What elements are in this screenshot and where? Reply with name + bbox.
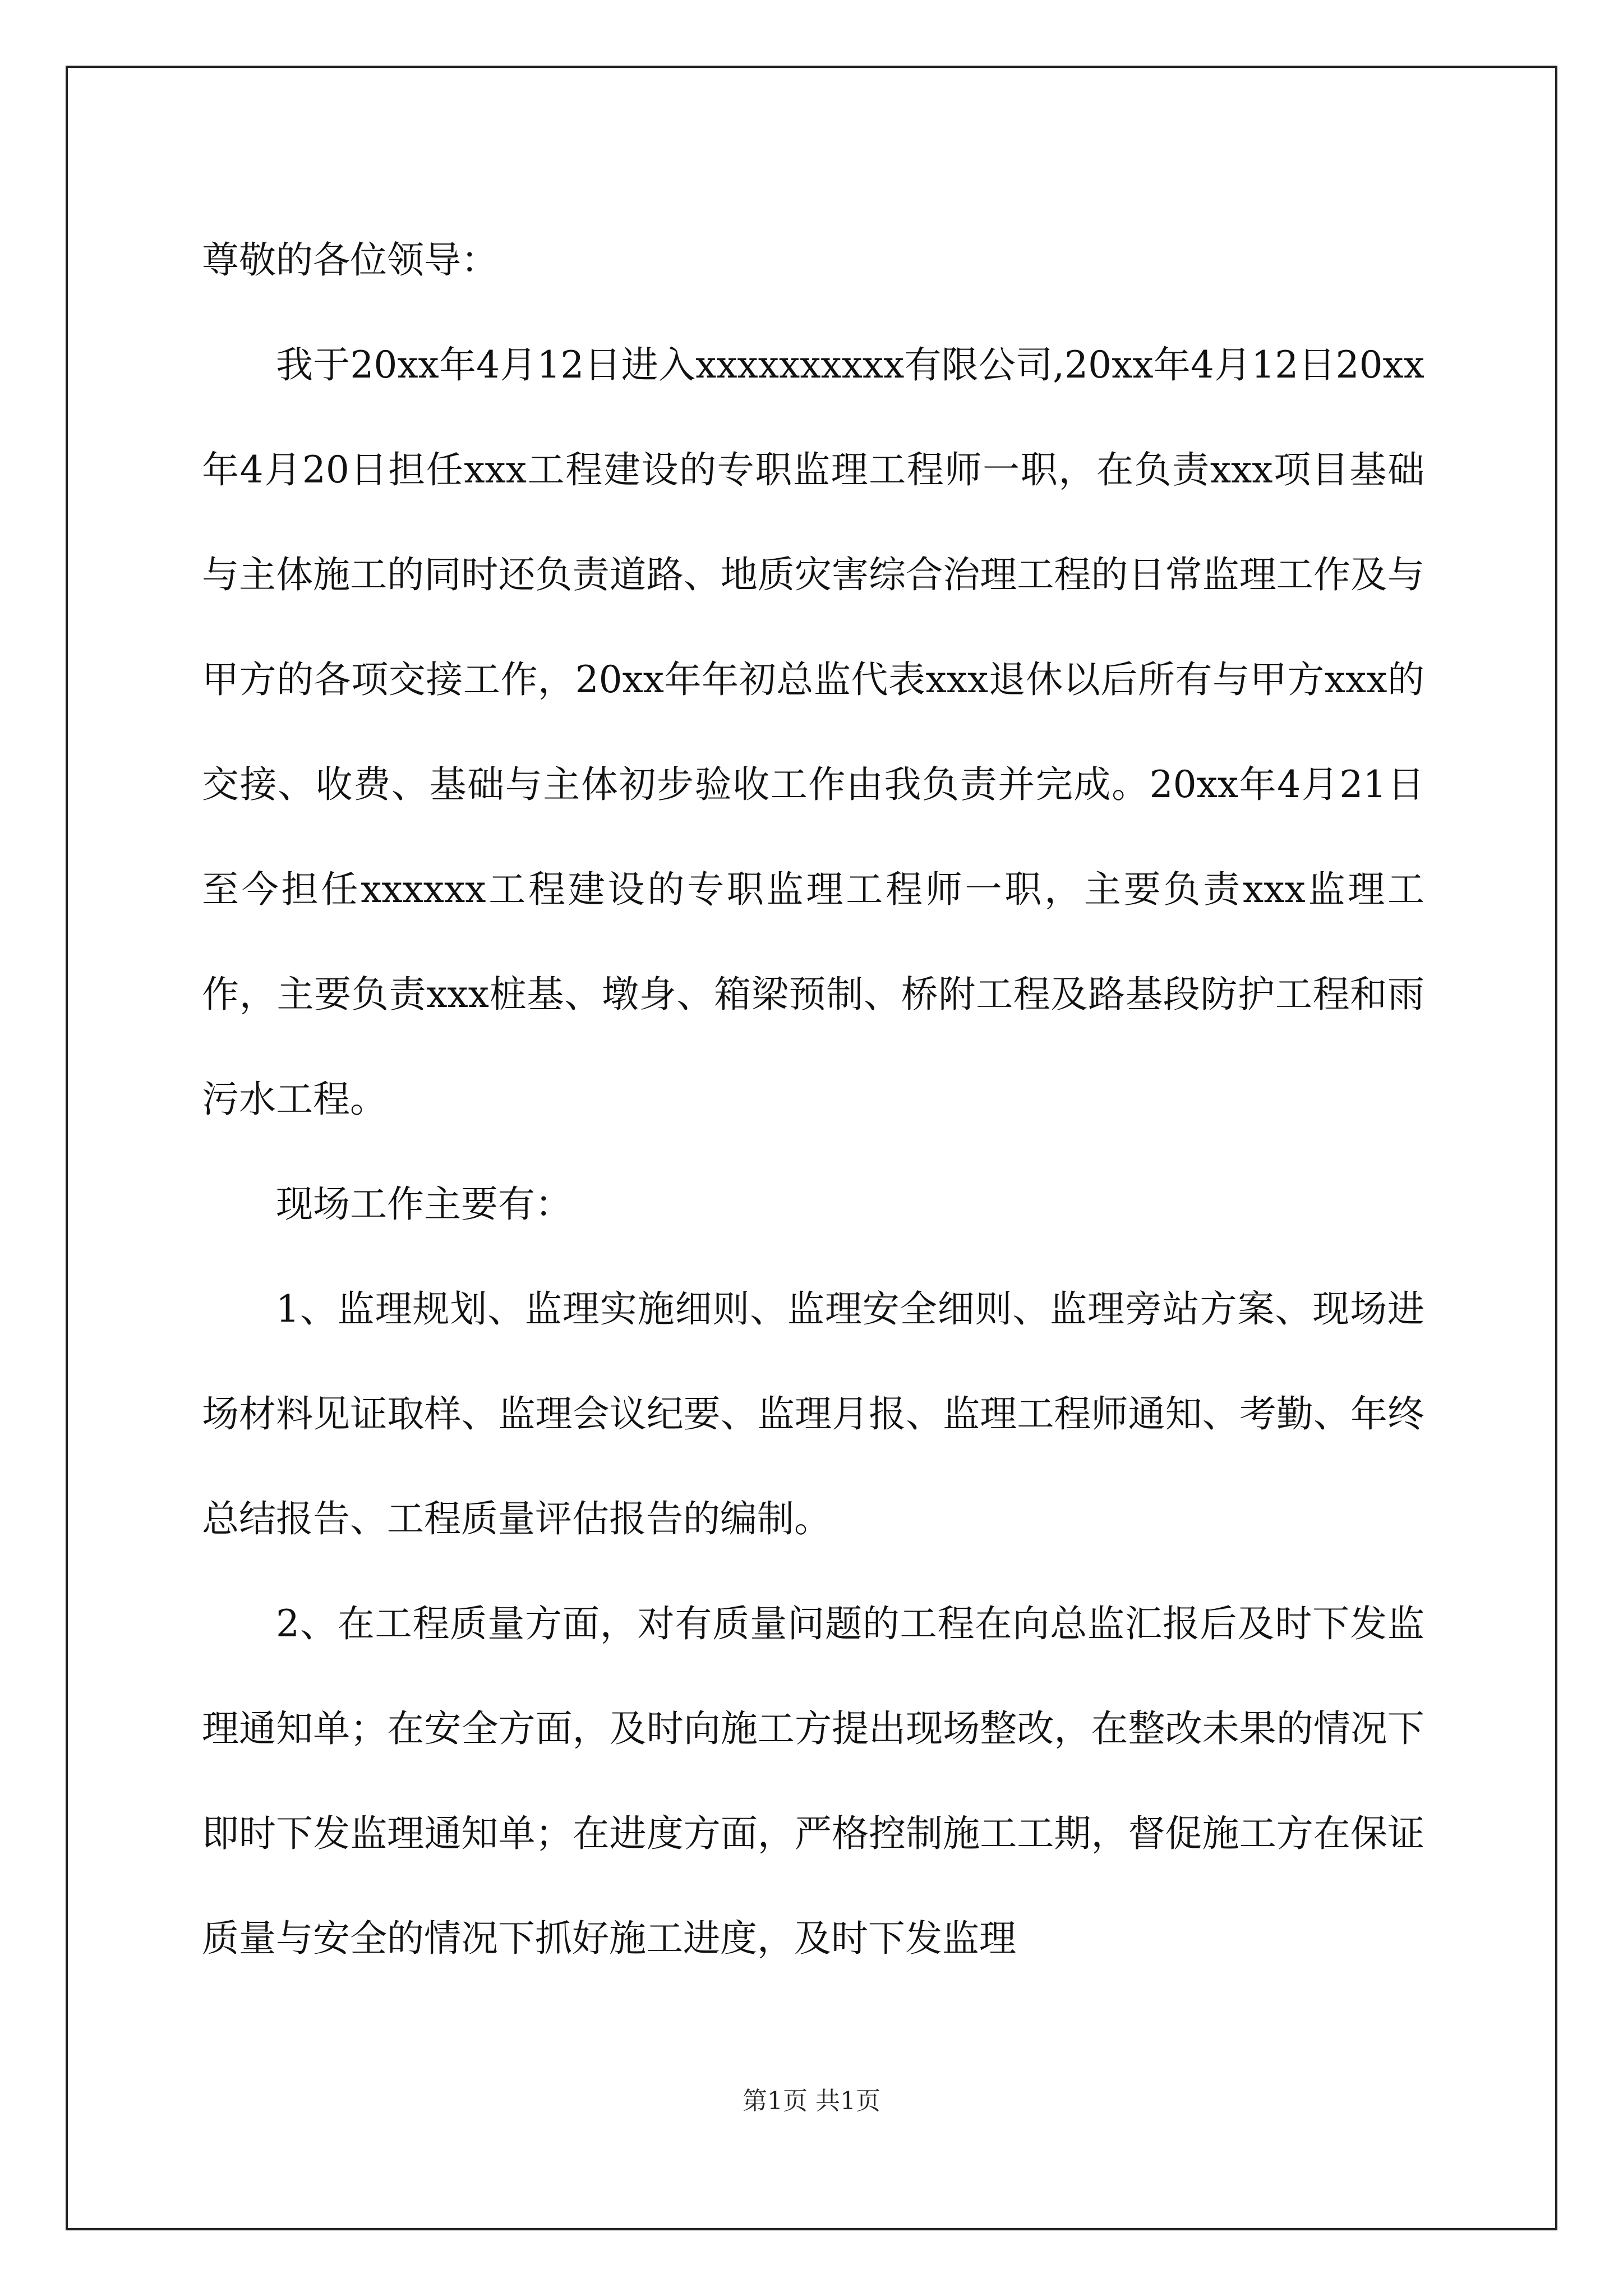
paragraph-item-2: 2、在工程质量方面，对有质量问题的工程在向总监汇报后及时下发监理通知单；在安全方面，及时向施工方提出现场整改，在整改未果的情况下即时下发监理通知单；在进度方面，严格控制施工工期，督促施工方在保证质量与安全的情况下抓好施工进度，及时下发监理 — [202, 1602, 1424, 1960]
paragraph-item-1: 1、监理规划、监理实施细则、监理安全细则、监理旁站方案、现场进场材料见证取样、监理会议纪要、监理月报、监理工程师通知、考勤、年终总结报告、工程质量评估报告的编制。 — [202, 1287, 1424, 1540]
salutation: 尊敬的各位领导： — [202, 238, 498, 282]
document-body — [202, 208, 1424, 1991]
paragraph-work-history: 我于20xx年4月12日进入xxxxxxxxxx有限公司,20xx年4月12日20xx年4月20日担任xxx工程建设的专职监理工程师一职，在负责xxx项目基础与主体施工的同时还负责道路、地质灾害综合治理工程的日常监理工作及与甲方的各项交接工作，20xx年年初总监代表xxx退休以后所有与甲方xxx的交接、收费、基础与主体初步验收工作由我负责并完成。20xx年4月21日至今担任xxxxxx工程建设的专职监理工程师一职，主要负责xxx监理工作，主要负责xxx桩基、墩身、箱梁预制、桥附工程及路基段防护工程和雨污水工程。 — [202, 343, 1424, 1121]
paragraph-onsite-work-heading: 现场工作主要有： — [276, 1182, 572, 1226]
page-footer: 第1页 共1页 — [743, 2087, 880, 2115]
